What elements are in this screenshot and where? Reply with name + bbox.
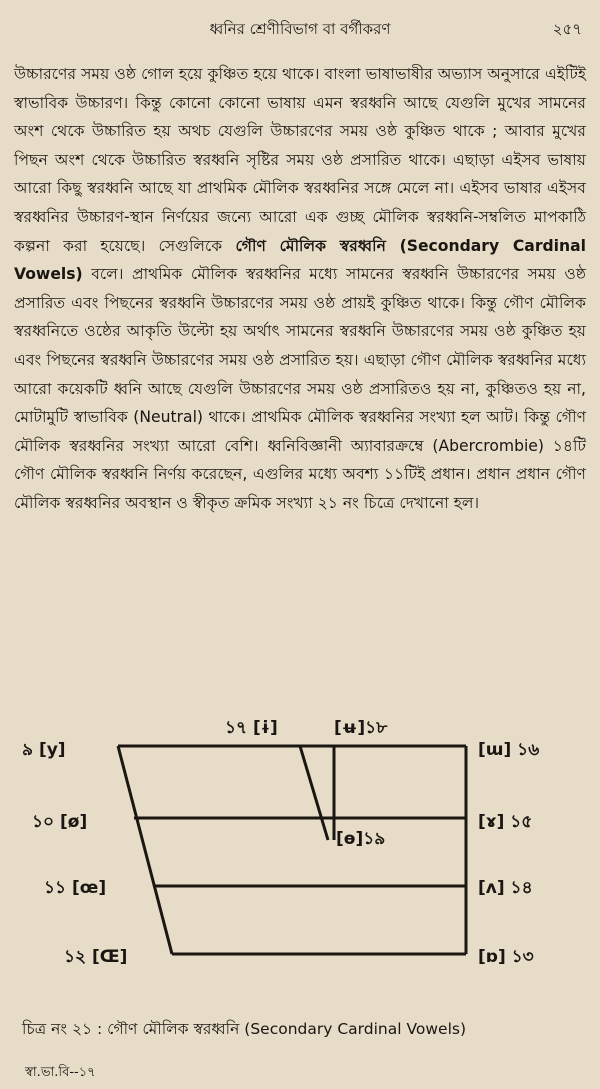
vowel-quadrilateral-figure <box>0 700 600 985</box>
page-footer: স্বা.ভা.বি--১৭ <box>25 1065 96 1080</box>
label-central-2: [ʉ]১৮ <box>334 718 388 738</box>
page-number: ২৫৭ <box>552 20 582 38</box>
label-back-high: [ɯ] ১৬ <box>478 740 540 760</box>
label-back-low: [ɒ] ১৩ <box>478 947 534 967</box>
paragraph-text-part-1: উচ্চারণের সময় ওষ্ঠ গোল হয়ে কুঞ্চিত হয়ে থাকে। বাংলা ভাষাভাষীর অভ্যাস অনুসারে এইটিই স্বাভাবিক উচ্চারণ। কিন্তু কোনো কোনো ভাষায় এমন স্বরধ্বনি আছে যেগুলি মুখের সামনের অংশ থেকে উচ্চারিত হয় অথচ যেগুলি উচ্চারণের সময় ওষ্ঠ কুঞ্চিত থাকে ; আবার মুখের পিছন অংশ থেকে উচ্চারিত স্বরধ্বনি সৃষ্টির সময় ওষ্ঠ প্রসারিত থাকে। এছাড়া এইসব ভাষায় আরো কিছু স্বরধ্বনি আছে যা প্রাথমিক মৌলিক স্বরধ্বনির সঙ্গে মেলে না। এইসব ভাষার এইসব স্বরধ্বনির উচ্চারণ-স্থান নির্ণয়ের জন্যে আরো এক গুচ্ছ মৌলিক স্বরধ্বনি-সম্বলিত মাপকাঠি কল্পনা করা হয়েছে। সেগুলিকে <box>14 65 586 255</box>
label-front-low: ১২ [Œ] <box>64 947 128 967</box>
label-back-mid-low: [ʌ] ১৪ <box>478 878 533 898</box>
vowel-chart-svg <box>0 700 600 985</box>
label-front-mid-low: ১১ [œ] <box>44 878 107 898</box>
quadrilateral-lines <box>118 746 466 954</box>
label-central-3: [ɵ]১৯ <box>336 829 386 849</box>
label-central-1: ১৭ [ɨ] <box>225 718 278 738</box>
bold-term: গৌণ মৌলিক স্বরধ্বনি (Secondary Cardinal Vowels) <box>14 236 586 284</box>
page-header <box>0 18 600 42</box>
label-back-mid-high: [ɤ] ১৫ <box>478 812 533 832</box>
running-head: ধ্বনির শ্রেণীবিভাগ বা বর্গীকরণ <box>209 20 391 38</box>
paragraph-text-part-2: বলে। প্রাথমিক মৌলিক স্বরধ্বনির মধ্যে সামনের স্বরধ্বনি উচ্চারণের সময় ওষ্ঠ প্রসারিত এবং পিছনের স্বরধ্বনি উচ্চারণের সময় ওষ্ঠ প্রায়ই কুঞ্চিত থাকে। কিন্তু গৌণ মৌলিক স্বরধ্বনিতে ওষ্ঠের আকৃতি উল্টো হয় অর্থাৎ সামনের স্বরধ্বনি উচ্চারণের সময় ওষ্ঠ কুঞ্চিত হয় এবং পিছনের স্বরধ্বনি উচ্চারণের সময় ওষ্ঠ প্রসারিত হয়। এছাড়া গৌণ মৌলিক স্বরধ্বনির মধ্যে আরো কয়েকটি ধ্বনি আছে যেগুলি উচ্চারণের সময় ওষ্ঠ প্রসারিতও হয় না, কুঞ্চিতও হয় না, মোটামুটি স্বাভাবিক (Neutral) থাকে। প্রাথমিক মৌলিক স্বরধ্বনির সংখ্যা হল আট। কিন্তু গৌণ মৌলিক স্বরধ্বনির সংখ্যা আরো বেশি। ধ্বনিবিজ্ঞানী অ্যাবারক্রম্বে (Abercrombie) ১৪টি গৌণ মৌলিক স্বরধ্বনি নির্ণয় করেছেন, এগুলির মধ্যে অবশ্য ১১টিই প্রধান। প্রধান প্রধান গৌণ মৌলিক স্বরধ্বনির অবস্থান ও স্বীকৃত ক্রমিক সংখ্যা ২১ নং চিত্রে দেখানো হল। <box>14 265 586 512</box>
body-paragraph <box>14 60 586 518</box>
figure-caption: চিত্র নং ২১ : গৌণ মৌলিক স্বরধ্বনি (Secondary Cardinal Vowels) <box>22 1020 466 1038</box>
label-front-high: ৯ [y] <box>22 740 66 760</box>
front-edge <box>118 746 172 954</box>
central-diagonal <box>300 746 328 840</box>
label-front-mid-high: ১০ [ø] <box>32 812 88 832</box>
